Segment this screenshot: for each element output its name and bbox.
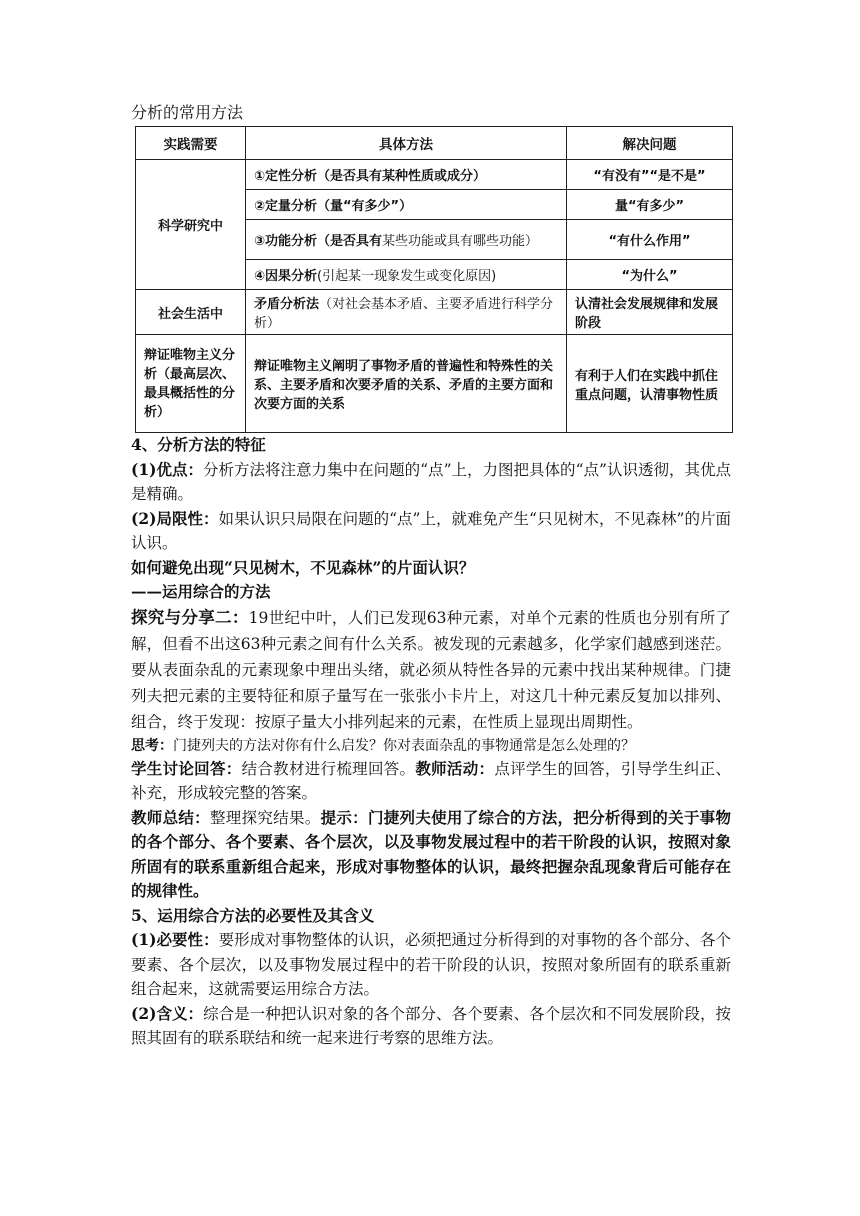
- necessity-label: (1)必要性：: [131, 930, 219, 949]
- sec5-necessity: [131, 928, 731, 1002]
- answer-heading: ——运用综合的方法: [131, 582, 271, 601]
- method-cell: [246, 160, 567, 190]
- summary-paragraph: [131, 806, 731, 904]
- meaning-label: (2)含义：: [131, 1003, 204, 1023]
- header-solve: 解决问题: [567, 127, 733, 160]
- category-science: 科学研究中: [136, 160, 246, 290]
- hint-text: 门捷列夫使用了综合的方法，把分析得到的关于事物的各个部分、各个要素、各个层次，以及事物发展过程中的若干阶段的认识，按照对象所固有的联系重新组合起来，形成对事物整体的认识，最终把握杂乱现象背后可能存在的规律性。: [131, 807, 731, 900]
- explore-label: 探究与分享二：: [131, 607, 249, 627]
- section-5-title: 5、运用综合方法的必要性及其含义: [131, 905, 375, 925]
- think-paragraph: [131, 735, 731, 757]
- advantage-label: (1)优点：: [131, 459, 203, 479]
- table-heading: 分析的常用方法: [131, 103, 244, 122]
- solve-cell: 认清社会发展规律和发展阶段: [567, 290, 733, 335]
- header-method: 具体方法: [246, 127, 567, 160]
- method-label: ①定性分析（是否具有某种性质或成分）: [254, 169, 487, 184]
- solve-cell: “有没有”“是不是”: [567, 160, 733, 190]
- teacher-activity-text: 点评学生的回答，引导学生纠正、补充，形成较完整的答案。: [131, 759, 731, 802]
- solve-cell: “为什么”: [567, 260, 733, 290]
- method-detail: 某些功能或具有哪些功能）: [382, 234, 539, 249]
- think-text: 门捷列夫的方法对你有什么启发？你对表面杂乱的事物通常是怎么处理的？: [173, 737, 635, 754]
- table-row: [136, 160, 733, 190]
- method-cell: [246, 290, 567, 335]
- method-cell: [246, 190, 567, 220]
- teacher-activity-label: 教师活动：: [415, 758, 495, 778]
- solve-cell: “有什么作用”: [567, 220, 733, 260]
- category-social: 社会生活中: [136, 290, 246, 335]
- advantage-text: 分析方法将注意力集中在问题的“点”上，力图把具体的“点”认识透彻，其优点是精确。: [131, 460, 732, 503]
- sec5-meaning: [131, 1002, 731, 1051]
- method-cell: 辩证唯物主义阐明了事物矛盾的普遍性和特殊性的关系、主要矛盾和次要矛盾的关系、矛盾的主要方面和次要方面的关系: [246, 335, 567, 433]
- solve-cell: 有利于人们在实践中抓住重点问题，认清事物性质: [567, 335, 733, 433]
- explore-paragraph: [131, 605, 731, 735]
- method-label: ②定量分析（量“有多少”）: [254, 199, 413, 214]
- method-cell: [246, 220, 567, 260]
- summary-label: 教师总结：: [131, 807, 210, 827]
- section-4-title: 4、分析方法的特征: [131, 435, 266, 454]
- explore-text: 19世纪中叶，人们已发现63种元素，对单个元素的性质也分别有所了解，但看不出这63种元素之间有什么关系。被发现的元素越多，化学家们越感到迷茫。要从表面杂乱的元素现象中理出头绪，就必须从特性各异的元素中找出某种规律。门捷列夫把元素的主要特征和原子量写在一张张小卡片上，对这几十种元素反复加以排列、组合，终于发现：按原子量大小排列起来的元素，在性质上显现出周期性。: [131, 608, 732, 731]
- summary-text: 整理探究结果。: [209, 808, 321, 827]
- table-row: [136, 335, 733, 433]
- discussion-label: 学生讨论回答：: [131, 758, 242, 778]
- table-row: [136, 290, 733, 335]
- discussion-text: 结合教材进行梳理回答。: [241, 759, 416, 778]
- necessity-text: 要形成对事物整体的认识，必须把通过分析得到的对事物的各个部分、各个要素、各个层次，以及事物发展过程中的若干阶段的认识，按照对象所固有的联系重新组合起来，这就需要运用综合方法。: [131, 931, 731, 998]
- think-label: 思考：: [131, 737, 173, 754]
- method-cell: [246, 260, 567, 290]
- meaning-text: 综合是一种把认识对象的各个部分、各个要素、各个层次和不同发展阶段，按照其固有的联系联结和统一起来进行考察的思维方法。: [131, 1004, 732, 1047]
- analysis-methods-table: [135, 126, 733, 433]
- document-page: [131, 102, 731, 1051]
- question-heading: 如何避免出现“只见树木，不见森林”的片面认识？: [131, 557, 475, 577]
- method-detail: (引起某一现象发生或变化原因): [317, 269, 497, 284]
- sec4-advantage: [131, 458, 731, 507]
- method-label: ③功能分析（是否具有: [254, 234, 383, 249]
- method-detail: （对社会基本矛盾、主要矛盾进行科学分析）: [254, 297, 554, 331]
- limitation-label: (2)局限性：: [131, 508, 219, 528]
- table-header-row: [136, 127, 733, 160]
- method-label: ④因果分析: [254, 269, 318, 284]
- sec4-limitation: [131, 507, 731, 556]
- solve-cell: 量“有多少”: [567, 190, 733, 220]
- header-practice: 实践需要: [136, 127, 246, 160]
- method-label: 矛盾分析法: [254, 297, 320, 312]
- discussion-paragraph: [131, 757, 731, 806]
- limitation-text: 如果认识只局限在问题的“点”上，就难免产生“只见树木，不见森林”的片面认识。: [131, 509, 731, 552]
- hint-label: 提示：: [320, 807, 368, 827]
- category-dialectic: 辩证唯物主义分析（最高层次、最具概括性的分析）: [136, 335, 246, 433]
